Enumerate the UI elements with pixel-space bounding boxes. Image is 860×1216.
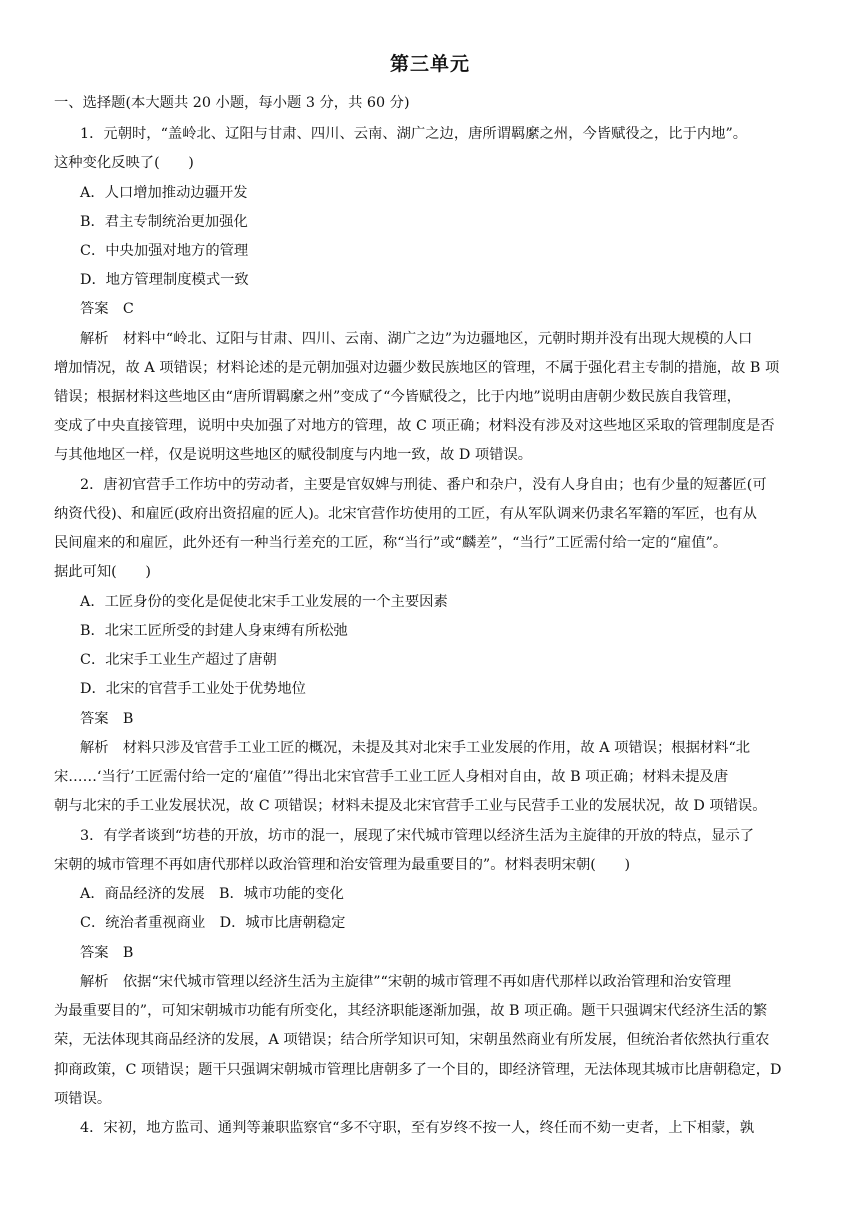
q1-analysis-line-4: 变成了中央直接管理，说明中央加强了对地方的管理，故 C 项正确；材料没有涉及对这些地区采取的管理制度是否 bbox=[54, 418, 775, 434]
q3-analysis-line-2: 为最重要目的”，可知宋朝城市功能有所变化，其经济职能逐渐加强，故 B 项正确。题干只强调宋代经济生活的繁 bbox=[54, 1003, 768, 1019]
q3-analysis-line-5: 项错误。 bbox=[54, 1091, 112, 1107]
q3-options-cd: C．统治者重视商业 D．城市比唐朝稳定 bbox=[80, 915, 346, 931]
page-title: 第三单元 bbox=[389, 53, 470, 75]
q2-answer: 答案 B bbox=[80, 711, 134, 727]
q1-option-c: C．中央加强对地方的管理 bbox=[80, 243, 249, 259]
q1-answer: 答案 C bbox=[80, 301, 134, 317]
q2-analysis-line-3: 朝与北宋的手工业发展状况，故 C 项错误；材料未提及北宋官营手工业与民营手工业的发展状况，故 D 项错误。 bbox=[54, 798, 767, 814]
q3-analysis-line-4: 抑商政策，C 项错误；题干只强调宋朝城市管理比唐朝多了一个目的，即经济管理，无法体现其城市比唐朝稳定，D bbox=[54, 1062, 782, 1078]
q1-analysis-line-2: 增加情况，故 A 项错误；材料论述的是元朝加强对边疆少数民族地区的管理，不属于强化君主专制的措施，故 B 项 bbox=[54, 360, 780, 376]
q3-answer: 答案 B bbox=[80, 945, 134, 961]
q1-option-d: D．地方管理制度模式一致 bbox=[80, 272, 249, 288]
q1-stem-line-2: 这种变化反映了( ) bbox=[54, 155, 194, 171]
q1-option-a: A．人口增加推动边疆开发 bbox=[80, 185, 248, 201]
q3-analysis-line-3: 荣，无法体现其商品经济的发展，A 项错误；结合所学知识可知，宋朝虽然商业有所发展，但统治者依然执行重农 bbox=[54, 1032, 770, 1048]
q2-stem-line-2: 纳资代役)、和雇匠(政府出资招雇的匠人)。北宋官营作坊使用的工匠，有从军队调来仍隶名军籍的军匠，也有从 bbox=[54, 506, 757, 522]
q2-option-a: A．工匠身份的变化是促使北宋手工业发展的一个主要因素 bbox=[80, 594, 448, 610]
q2-analysis-line-1: 解析 材料只涉及官营手工业工匠的概况，未提及其对北宋手工业发展的作用，故 A 项错误；根据材料“北 bbox=[80, 740, 751, 756]
q1-analysis-line-1: 解析 材料中“岭北、辽阳与甘肃、四川、云南、湖广之边”为边疆地区，元朝时期并没有出现大规模的人口 bbox=[80, 331, 753, 347]
q2-stem-line-4: 据此可知( ) bbox=[54, 564, 151, 580]
q2-option-c: C．北宋手工业生产超过了唐朝 bbox=[80, 652, 277, 668]
q3-stem-line-1: 3．有学者谈到“坊巷的开放，坊市的混一，展现了宋代城市管理以经济生活为主旋律的开放的特点，显示了 bbox=[80, 828, 755, 844]
q2-stem-line-3: 民间雇来的和雇匠，此外还有一种当行差充的工匠，称“当行”或“麟差”，“当行”工匠需付给一定的“雇值”。 bbox=[54, 535, 728, 551]
section-header: 一、选择题(本大题共 20 小题，每小题 3 分，共 60 分) bbox=[54, 95, 410, 111]
q1-analysis-line-3: 错误；根据材料这些地区由“唐所谓羁縻之州”变成了“今皆赋役之，比于内地”说明由唐朝少数民族自我管理， bbox=[54, 389, 741, 405]
q2-option-d: D．北宋的官营手工业处于优势地位 bbox=[80, 681, 306, 697]
q2-option-b: B．北宋工匠所受的封建人身束缚有所松弛 bbox=[80, 623, 348, 639]
q3-analysis-line-1: 解析 依据“宋代城市管理以经济生活为主旋律”“宋朝的城市管理不再如唐代那样以政治管理和治安管理 bbox=[80, 974, 731, 990]
q3-stem-line-2: 宋朝的城市管理不再如唐代那样以政治管理和治安管理为最重要目的”。材料表明宋朝( ) bbox=[54, 857, 631, 873]
q3-options-ab: A．商品经济的发展 B．城市功能的变化 bbox=[80, 886, 344, 902]
q1-analysis-line-5: 与其他地区一样，仅是说明这些地区的赋役制度与内地一致，故 D 项错误。 bbox=[54, 447, 533, 463]
q2-stem-line-1: 2．唐初官营手工作坊中的劳动者，主要是官奴婢与刑徒、番户和杂户，没有人身自由；也有少量的短蕃匠(可 bbox=[80, 477, 767, 493]
q2-analysis-line-2: 宋……‘当行’工匠需付给一定的‘雇值’”得出北宋官营手工业工匠人身相对自由，故 B 项正确；材料未提及唐 bbox=[54, 769, 729, 785]
q1-stem-line-1: 1．元朝时，“盖岭北、辽阳与甘肃、四川、云南、湖广之边，唐所谓羁縻之州，今皆赋役之，比于内地”。 bbox=[80, 126, 748, 142]
q4-stem-line-1: 4．宋初，地方监司、通判等兼职监察官“多不守职，至有岁终不按一人，终任而不劾一吏者，上下相蒙，孰 bbox=[80, 1120, 755, 1136]
q1-option-b: B．君主专制统治更加强化 bbox=[80, 214, 248, 230]
